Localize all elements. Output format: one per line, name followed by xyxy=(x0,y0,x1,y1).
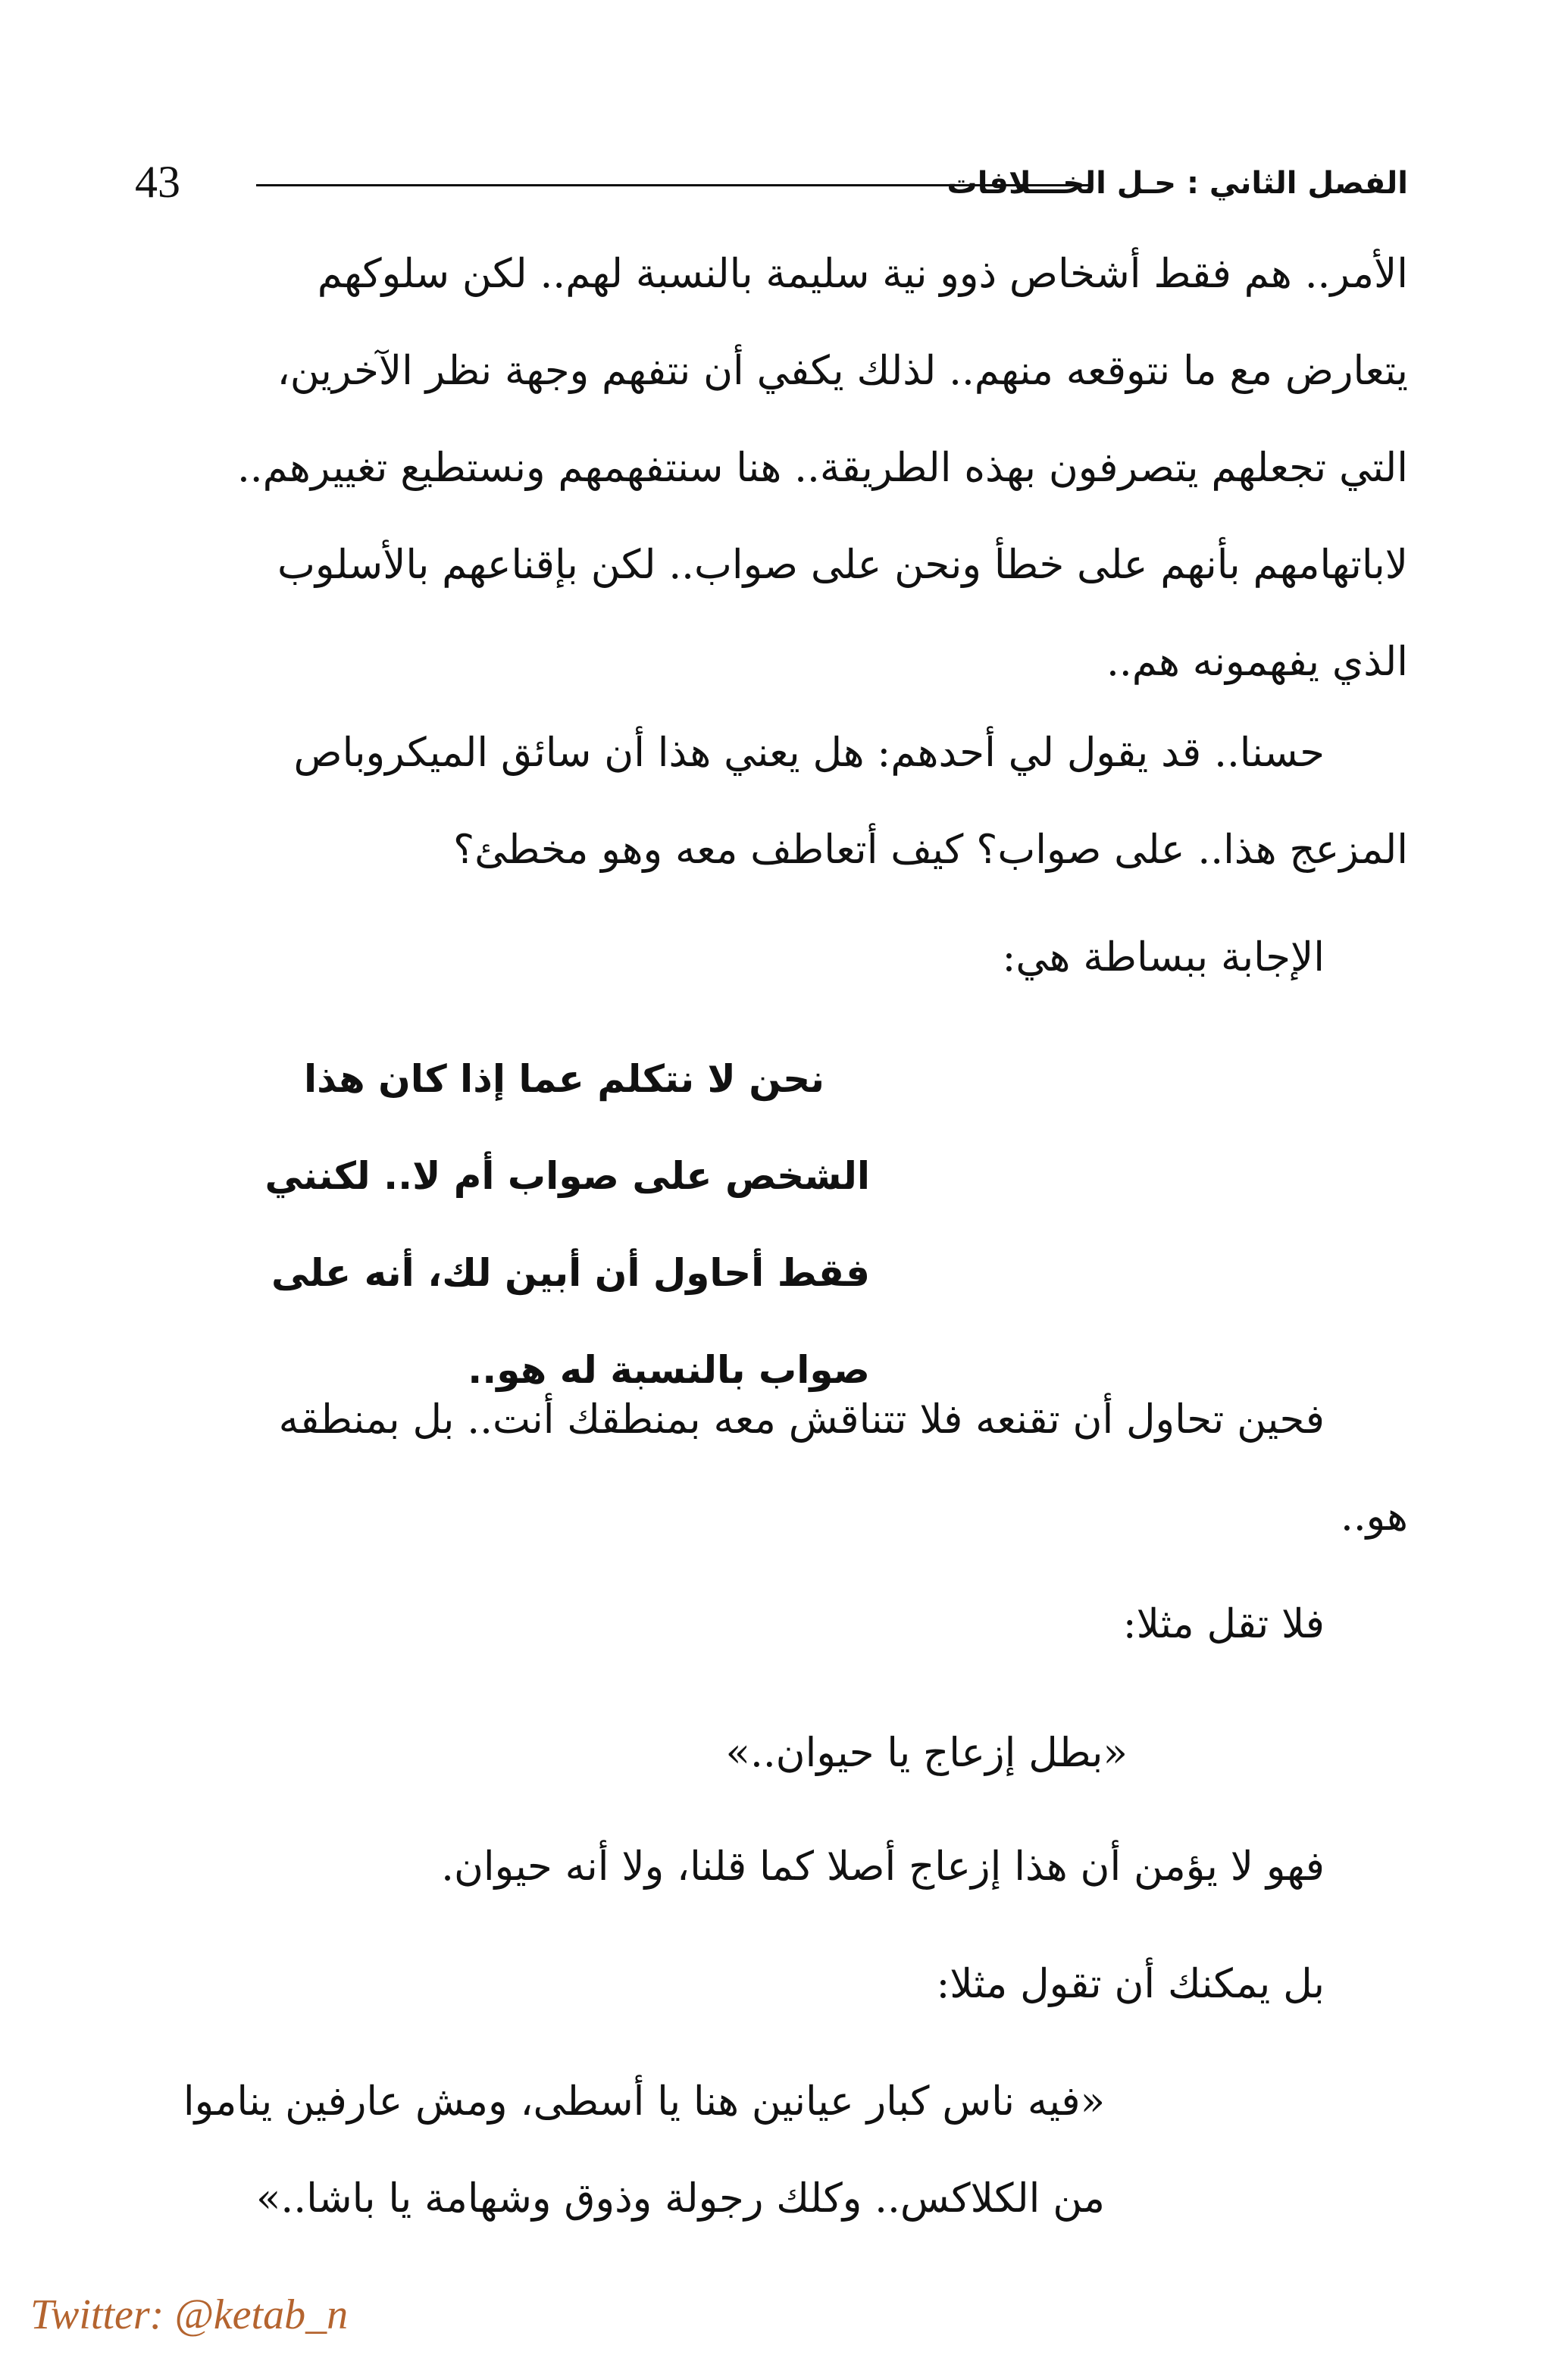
paragraph-line: «بطل إزعاج يا حيوان..» xyxy=(725,1730,1128,1776)
paragraph-line: حسنا.. قد يقول لي أحدهم: هل يعني هذا أن سائق الميكروباص xyxy=(293,730,1325,776)
quote-line: صواب بالنسبة له هو.. xyxy=(468,1348,870,1392)
paragraph-line: التي تجعلهم يتصرفون بهذه الطريقة.. هنا سنتفهمهم ونستطيع تغييرهم.. xyxy=(236,445,1408,491)
paragraph-6 xyxy=(441,1819,1325,1916)
example-quote-1 xyxy=(726,1705,1128,1802)
paragraph-2 xyxy=(293,705,1408,899)
paragraph-line: بل يمكنك أن تقول مثلا: xyxy=(936,1961,1325,2007)
paragraph-line: هو.. xyxy=(1340,1493,1408,1540)
page-header xyxy=(135,155,1408,208)
paragraph-line: فلا تقل مثلا: xyxy=(1122,1601,1325,1647)
paragraph-line: «فيه ناس كبار عيانين هنا يا أسطى، ومش عارفين يناموا xyxy=(183,2078,1105,2125)
paragraph-5 xyxy=(1123,1576,1325,1673)
paragraph-line: الأمر.. هم فقط أشخاص ذوو نية سليمة بالنسبة لهم.. لكن سلوكهم xyxy=(317,251,1408,297)
paragraph-line: الذي يفهمونه هم.. xyxy=(1106,639,1408,685)
page-number: 43 xyxy=(135,157,180,207)
paragraph-line: فحين تحاول أن تقنعه فلا تتناقش معه بمنطقك أنت.. بل بمنطقه xyxy=(278,1396,1325,1443)
quote-line: فقط أحاول أن أبين لك، أنه على xyxy=(271,1251,870,1295)
paragraph-line: لاباتهامهم بأنهم على خطأ ونحن على صواب.. لكن بإقناعهم بالأسلوب xyxy=(277,542,1408,588)
paragraph-7 xyxy=(936,1936,1325,2033)
highlighted-quote xyxy=(264,1030,870,1418)
paragraph-1 xyxy=(237,226,1408,711)
quote-line: نحن لا نتكلم عما إذا كان هذا xyxy=(304,1057,824,1101)
twitter-credit: Twitter: @ketab_n xyxy=(30,2291,349,2338)
paragraph-line: الإجابة ببساطة هي: xyxy=(1002,934,1325,980)
paragraph-line: فهو لا يؤمن أن هذا إزعاج أصلا كما قلنا، ولا أنه حيوان. xyxy=(441,1844,1325,1890)
paragraph-3 xyxy=(1003,909,1325,1006)
example-quote-2 xyxy=(183,2053,1105,2247)
chapter-title: الفصل الثاني : حـل الخـــلافات xyxy=(947,166,1408,201)
paragraph-line: يتعارض مع ما نتوقعه منهم.. لذلك يكفي أن نتفهم وجهة نظر الآخرين، xyxy=(277,348,1408,394)
paragraph-line: المزعج هذا.. على صواب؟ كيف أتعاطف معه وهو مخطئ؟ xyxy=(452,827,1408,873)
quote-line: الشخص على صواب أم لا.. لكنني xyxy=(264,1154,870,1198)
paragraph-4 xyxy=(278,1371,1408,1565)
paragraph-line: من الكلاكس.. وكلك رجولة وذوق وشهامة يا باشا..» xyxy=(255,2175,1105,2222)
